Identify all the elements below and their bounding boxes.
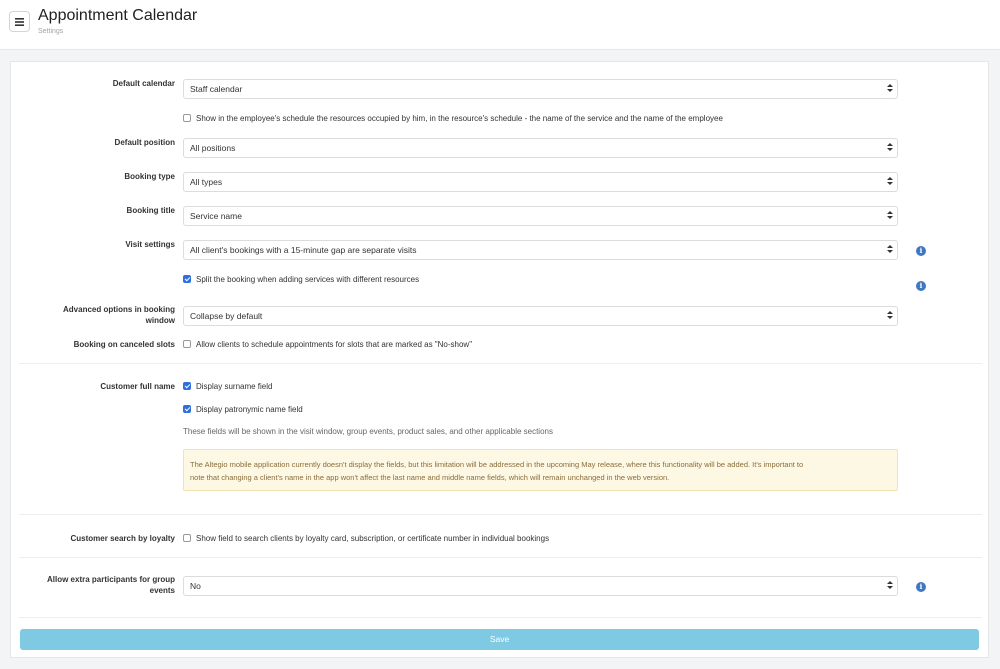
select-arrows-icon xyxy=(887,211,893,221)
extra-participants-value: No xyxy=(190,581,201,591)
select-arrows-icon xyxy=(887,177,893,187)
default-calendar-select[interactable] xyxy=(183,79,898,99)
section-divider xyxy=(19,557,982,558)
visit-settings-select[interactable] xyxy=(183,240,898,260)
section-divider xyxy=(19,514,982,515)
display-patronymic-label: Display patronymic name field xyxy=(196,404,303,414)
extra-participants-info-icon[interactable]: i xyxy=(916,582,926,592)
canceled-slots-label: Booking on canceled slots xyxy=(73,340,175,349)
default-position-value: All positions xyxy=(190,143,236,153)
breadcrumb: Settings xyxy=(38,28,64,35)
visit-settings-info-icon[interactable]: i xyxy=(916,246,926,256)
default-calendar-value: Staff calendar xyxy=(190,84,243,94)
visit-settings-value: All client's bookings with a 15-minute gap are separate visits xyxy=(190,245,417,255)
split-booking-info-icon[interactable]: i xyxy=(916,281,926,291)
name-fields-hint: These fields will be shown in the visit window, group events, product sales, and other applicable sections xyxy=(183,427,553,436)
advanced-options-select[interactable] xyxy=(183,306,898,326)
booking-title-select[interactable] xyxy=(183,206,898,226)
select-arrows-icon xyxy=(887,581,893,591)
extra-participants-select[interactable] xyxy=(183,576,898,596)
canceled-slots-text: Allow clients to schedule appointments for slots that are marked as "No-show" xyxy=(196,339,473,349)
customer-full-name-label: Customer full name xyxy=(100,382,175,391)
display-patronymic-checkbox[interactable] xyxy=(183,405,191,413)
split-booking-label: Split the booking when adding services with different resources xyxy=(196,274,420,284)
canceled-slots-checkbox[interactable] xyxy=(183,340,191,348)
split-booking-checkbox[interactable] xyxy=(183,275,191,283)
show-resources-checkbox[interactable] xyxy=(183,114,191,122)
booking-title-value: Service name xyxy=(190,211,242,221)
booking-type-label: Booking type xyxy=(124,172,175,181)
extra-participants-label-line1: Allow extra participants for group xyxy=(46,575,175,584)
section-divider xyxy=(19,363,982,364)
extra-participants-label-line2: events xyxy=(149,586,175,595)
visit-settings-label: Visit settings xyxy=(125,240,175,249)
loyalty-search-checkbox[interactable] xyxy=(183,534,191,542)
canceled-slots-option[interactable] xyxy=(183,338,472,350)
show-resources-option[interactable] xyxy=(183,112,723,124)
loyalty-search-text: Show field to search clients by loyalty card, subscription, or certificate number in individual bookings xyxy=(196,533,550,543)
split-booking-option[interactable] xyxy=(183,273,419,285)
display-surname-label: Display surname field xyxy=(196,381,273,391)
default-position-select[interactable] xyxy=(183,138,898,158)
select-arrows-icon xyxy=(887,245,893,255)
show-resources-label: Show in the employee's schedule the resources occupied by him, in the resource's schedule - the name of the service and the name of the employee xyxy=(196,113,723,123)
advanced-options-value: Collapse by default xyxy=(190,311,263,321)
loyalty-search-option[interactable] xyxy=(183,532,549,544)
mobile-app-notice xyxy=(183,449,898,491)
select-arrows-icon xyxy=(887,84,893,94)
save-button[interactable]: Save xyxy=(20,629,979,650)
settings-panel xyxy=(10,61,989,658)
advanced-options-label xyxy=(11,304,175,326)
notice-line-1: The Altegio mobile application currently doesn't display the fields, but this limitation will be addressed in the upcoming May release, where this functionality will be added. It's important to xyxy=(190,460,804,469)
hamburger-icon xyxy=(15,18,24,26)
advanced-options-label-line2: window xyxy=(145,316,175,325)
booking-type-select[interactable] xyxy=(183,172,898,192)
select-arrows-icon xyxy=(887,311,893,321)
display-surname-checkbox[interactable] xyxy=(183,382,191,390)
select-arrows-icon xyxy=(887,143,893,153)
section-divider xyxy=(19,617,982,618)
page-title: Appointment Calendar xyxy=(38,7,198,24)
notice-line-2: note that changing a client's name in the app won't affect the last name and middle name fields, which will remain unchanged in the web version. xyxy=(190,473,670,482)
advanced-options-label-line1: Advanced options in booking xyxy=(63,305,175,314)
loyalty-search-label: Customer search by loyalty xyxy=(70,534,175,543)
display-surname-option[interactable] xyxy=(183,380,272,392)
menu-toggle-button[interactable] xyxy=(9,11,30,32)
booking-type-value: All types xyxy=(190,177,223,187)
default-calendar-label: Default calendar xyxy=(112,79,175,88)
extra-participants-label xyxy=(11,574,175,596)
booking-title-label: Booking title xyxy=(126,206,175,215)
display-patronymic-option[interactable] xyxy=(183,403,303,415)
top-bar xyxy=(0,0,1000,50)
default-position-label: Default position xyxy=(114,138,175,147)
